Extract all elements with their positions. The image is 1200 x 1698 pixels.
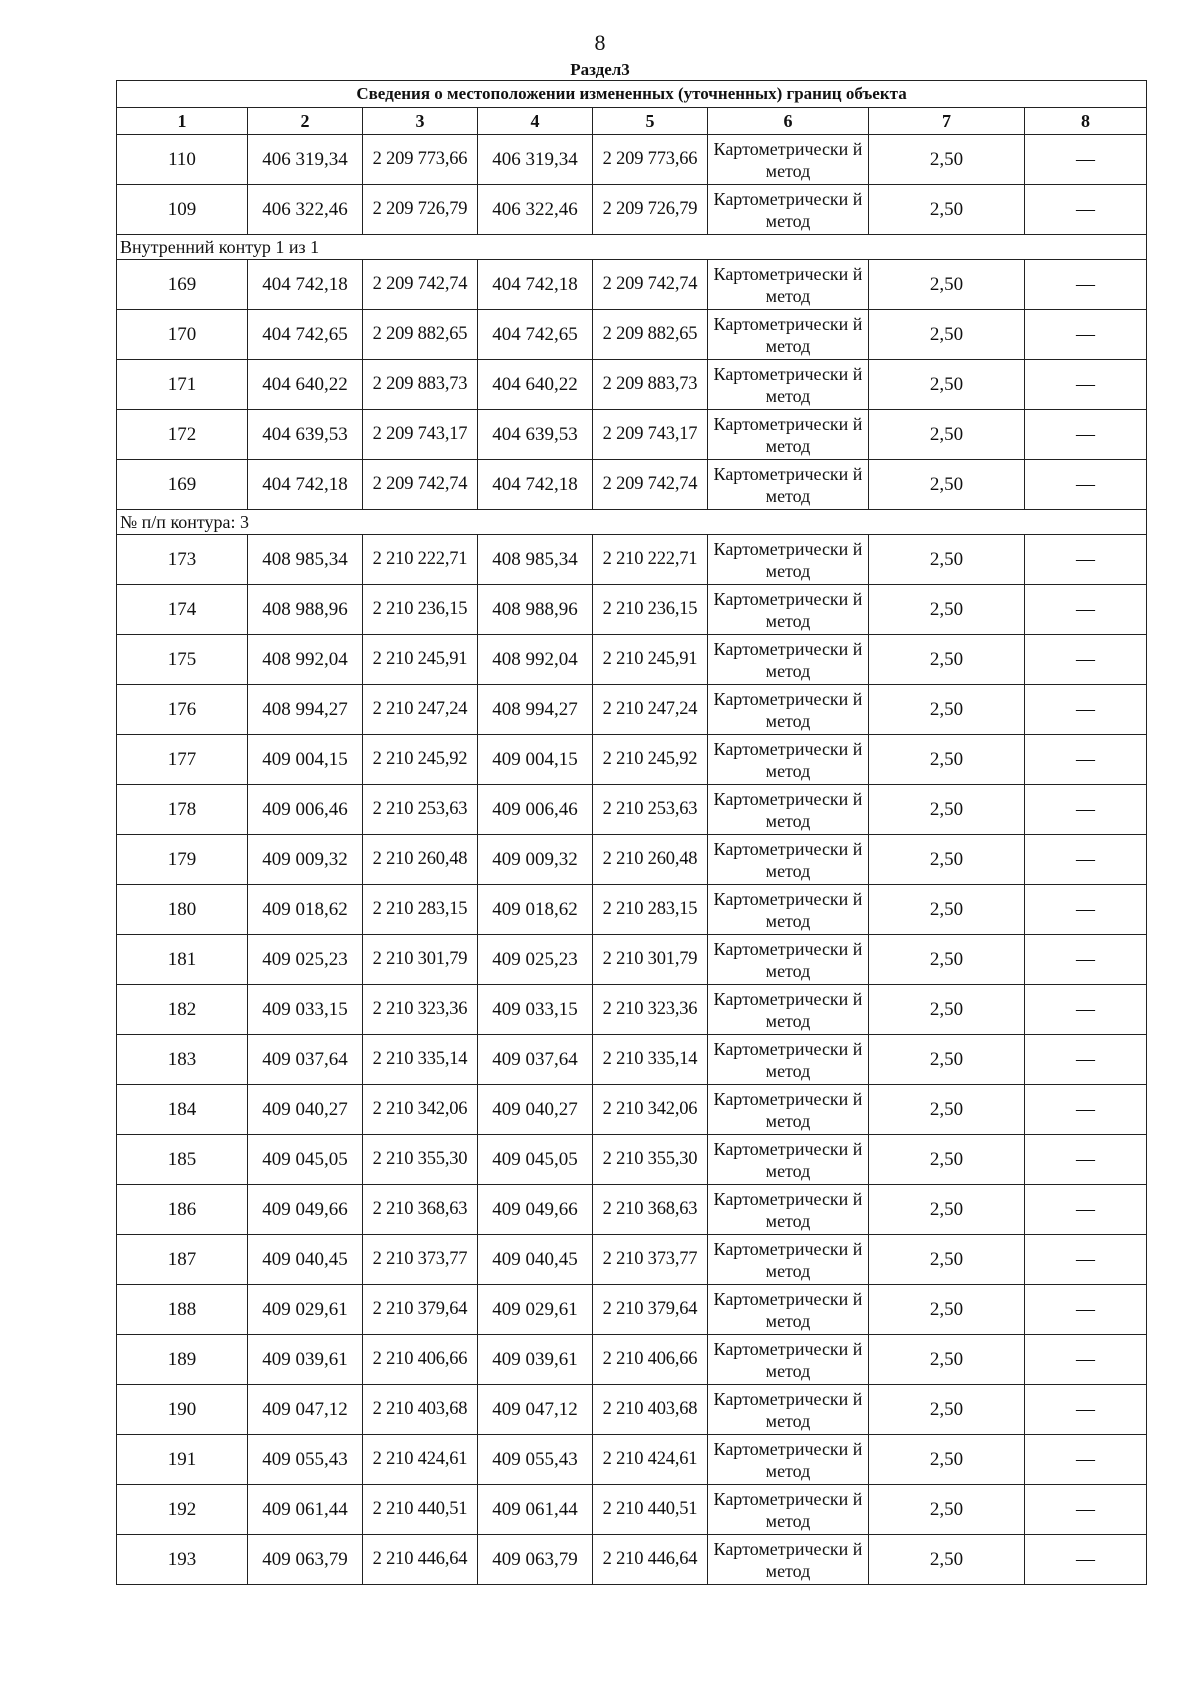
table-row	[117, 985, 1147, 1035]
method-cell: Картометрически й метод	[708, 1385, 869, 1435]
y-coordinate-cell: 2 210 446,64	[363, 1535, 478, 1585]
accuracy-cell: 2,50	[869, 585, 1025, 635]
method-cell: Картометрически й метод	[708, 585, 869, 635]
x-coordinate-cell: 409 037,64	[248, 1035, 363, 1085]
y-coordinate-cell: 2 210 342,06	[363, 1085, 478, 1135]
method-cell: Картометрически й метод	[708, 260, 869, 310]
method-cell: Картометрически й метод	[708, 885, 869, 935]
x-coordinate-cell: 409 025,23	[248, 935, 363, 985]
accuracy-cell: 2,50	[869, 185, 1025, 235]
boundary-coordinates-table	[116, 80, 1147, 1585]
x-coordinate-cell: 409 033,15	[478, 985, 593, 1035]
table-row	[117, 1385, 1147, 1435]
y-coordinate-cell: 2 209 742,74	[593, 260, 708, 310]
method-cell: Картометрически й метод	[708, 1285, 869, 1335]
column-header: 3	[363, 108, 478, 135]
method-cell: Картометрически й метод	[708, 685, 869, 735]
table-row	[117, 1035, 1147, 1085]
description-cell: —	[1025, 985, 1147, 1035]
point-number-cell: 180	[117, 885, 248, 935]
y-coordinate-cell: 2 209 882,65	[363, 310, 478, 360]
y-coordinate-cell: 2 209 773,66	[363, 135, 478, 185]
column-header: 8	[1025, 108, 1147, 135]
x-coordinate-cell: 409 009,32	[478, 835, 593, 885]
contour-group-label: № п/п контура: 3	[117, 510, 1147, 535]
point-number-cell: 109	[117, 185, 248, 235]
y-coordinate-cell: 2 210 406,66	[593, 1335, 708, 1385]
point-number-cell: 110	[117, 135, 248, 185]
method-cell: Картометрически й метод	[708, 185, 869, 235]
y-coordinate-cell: 2 210 323,36	[363, 985, 478, 1035]
accuracy-cell: 2,50	[869, 785, 1025, 835]
table-row	[117, 1235, 1147, 1285]
y-coordinate-cell: 2 210 247,24	[593, 685, 708, 735]
x-coordinate-cell: 409 033,15	[248, 985, 363, 1035]
x-coordinate-cell: 409 029,61	[248, 1285, 363, 1335]
x-coordinate-cell: 409 040,27	[478, 1085, 593, 1135]
x-coordinate-cell: 409 047,12	[478, 1385, 593, 1435]
y-coordinate-cell: 2 210 301,79	[363, 935, 478, 985]
method-cell: Картометрически й метод	[708, 460, 869, 510]
table-row	[117, 835, 1147, 885]
method-cell: Картометрически й метод	[708, 835, 869, 885]
y-coordinate-cell: 2 210 283,15	[363, 885, 478, 935]
x-coordinate-cell: 409 018,62	[248, 885, 363, 935]
y-coordinate-cell: 2 210 245,92	[363, 735, 478, 785]
y-coordinate-cell: 2 209 742,74	[363, 260, 478, 310]
contour-group-row	[117, 235, 1147, 260]
accuracy-cell: 2,50	[869, 985, 1025, 1035]
y-coordinate-cell: 2 210 222,71	[363, 535, 478, 585]
point-number-cell: 171	[117, 360, 248, 410]
y-coordinate-cell: 2 209 882,65	[593, 310, 708, 360]
accuracy-cell: 2,50	[869, 735, 1025, 785]
method-cell: Картометрически й метод	[708, 1335, 869, 1385]
accuracy-cell: 2,50	[869, 1435, 1025, 1485]
x-coordinate-cell: 409 045,05	[248, 1135, 363, 1185]
table-caption-row	[117, 81, 1147, 108]
y-coordinate-cell: 2 210 236,15	[363, 585, 478, 635]
y-coordinate-cell: 2 210 424,61	[363, 1435, 478, 1485]
method-cell: Картометрически й метод	[708, 360, 869, 410]
x-coordinate-cell: 409 018,62	[478, 885, 593, 935]
table-row	[117, 185, 1147, 235]
x-coordinate-cell: 404 640,22	[478, 360, 593, 410]
accuracy-cell: 2,50	[869, 1185, 1025, 1235]
point-number-cell: 192	[117, 1485, 248, 1535]
table-row	[117, 535, 1147, 585]
y-coordinate-cell: 2 210 245,91	[363, 635, 478, 685]
point-number-cell: 176	[117, 685, 248, 735]
table-row	[117, 635, 1147, 685]
table-row	[117, 1185, 1147, 1235]
description-cell: —	[1025, 1535, 1147, 1585]
accuracy-cell: 2,50	[869, 460, 1025, 510]
point-number-cell: 189	[117, 1335, 248, 1385]
x-coordinate-cell: 404 742,18	[478, 460, 593, 510]
point-number-cell: 186	[117, 1185, 248, 1235]
y-coordinate-cell: 2 210 245,91	[593, 635, 708, 685]
y-coordinate-cell: 2 210 379,64	[593, 1285, 708, 1335]
method-cell: Картометрически й метод	[708, 1185, 869, 1235]
method-cell: Картометрически й метод	[708, 1435, 869, 1485]
accuracy-cell: 2,50	[869, 360, 1025, 410]
x-coordinate-cell: 404 742,18	[248, 260, 363, 310]
method-cell: Картометрически й метод	[708, 135, 869, 185]
point-number-cell: 169	[117, 260, 248, 310]
description-cell: —	[1025, 1285, 1147, 1335]
y-coordinate-cell: 2 209 743,17	[593, 410, 708, 460]
y-coordinate-cell: 2 210 424,61	[593, 1435, 708, 1485]
x-coordinate-cell: 409 040,45	[478, 1235, 593, 1285]
method-cell: Картометрически й метод	[708, 1085, 869, 1135]
description-cell: —	[1025, 260, 1147, 310]
point-number-cell: 181	[117, 935, 248, 985]
x-coordinate-cell: 409 037,64	[478, 1035, 593, 1085]
y-coordinate-cell: 2 210 335,14	[593, 1035, 708, 1085]
description-cell: —	[1025, 135, 1147, 185]
x-coordinate-cell: 404 639,53	[248, 410, 363, 460]
accuracy-cell: 2,50	[869, 1535, 1025, 1585]
point-number-cell: 191	[117, 1435, 248, 1485]
x-coordinate-cell: 409 004,15	[248, 735, 363, 785]
x-coordinate-cell: 404 742,65	[248, 310, 363, 360]
table-row	[117, 585, 1147, 635]
description-cell: —	[1025, 1185, 1147, 1235]
x-coordinate-cell: 409 039,61	[248, 1335, 363, 1385]
y-coordinate-cell: 2 210 373,77	[363, 1235, 478, 1285]
y-coordinate-cell: 2 209 742,74	[363, 460, 478, 510]
point-number-cell: 183	[117, 1035, 248, 1085]
x-coordinate-cell: 409 006,46	[478, 785, 593, 835]
y-coordinate-cell: 2 210 379,64	[363, 1285, 478, 1335]
y-coordinate-cell: 2 210 253,63	[593, 785, 708, 835]
y-coordinate-cell: 2 210 368,63	[593, 1185, 708, 1235]
point-number-cell: 185	[117, 1135, 248, 1185]
y-coordinate-cell: 2 210 406,66	[363, 1335, 478, 1385]
x-coordinate-cell: 409 061,44	[478, 1485, 593, 1535]
table-row	[117, 1485, 1147, 1535]
y-coordinate-cell: 2 210 342,06	[593, 1085, 708, 1135]
table-row	[117, 1135, 1147, 1185]
x-coordinate-cell: 409 039,61	[478, 1335, 593, 1385]
y-coordinate-cell: 2 210 355,30	[363, 1135, 478, 1185]
accuracy-cell: 2,50	[869, 885, 1025, 935]
point-number-cell: 169	[117, 460, 248, 510]
x-coordinate-cell: 409 006,46	[248, 785, 363, 835]
column-header: 1	[117, 108, 248, 135]
description-cell: —	[1025, 1235, 1147, 1285]
x-coordinate-cell: 404 742,18	[248, 460, 363, 510]
method-cell: Картометрически й метод	[708, 535, 869, 585]
method-cell: Картометрически й метод	[708, 735, 869, 785]
accuracy-cell: 2,50	[869, 685, 1025, 735]
description-cell: —	[1025, 535, 1147, 585]
description-cell: —	[1025, 1485, 1147, 1535]
x-coordinate-cell: 406 322,46	[248, 185, 363, 235]
x-coordinate-cell: 404 639,53	[478, 410, 593, 460]
method-cell: Картометрически й метод	[708, 935, 869, 985]
accuracy-cell: 2,50	[869, 1135, 1025, 1185]
table-row	[117, 1535, 1147, 1585]
table-row	[117, 735, 1147, 785]
description-cell: —	[1025, 735, 1147, 785]
column-header: 4	[478, 108, 593, 135]
y-coordinate-cell: 2 209 742,74	[593, 460, 708, 510]
y-coordinate-cell: 2 209 726,79	[363, 185, 478, 235]
column-header: 5	[593, 108, 708, 135]
method-cell: Картометрически й метод	[708, 985, 869, 1035]
method-cell: Картометрически й метод	[708, 1135, 869, 1185]
y-coordinate-cell: 2 210 247,24	[363, 685, 478, 735]
point-number-cell: 172	[117, 410, 248, 460]
y-coordinate-cell: 2 210 253,63	[363, 785, 478, 835]
table-row	[117, 460, 1147, 510]
y-coordinate-cell: 2 210 260,48	[593, 835, 708, 885]
table-row	[117, 885, 1147, 935]
description-cell: —	[1025, 1085, 1147, 1135]
description-cell: —	[1025, 360, 1147, 410]
y-coordinate-cell: 2 210 403,68	[593, 1385, 708, 1435]
accuracy-cell: 2,50	[869, 1485, 1025, 1535]
table-row	[117, 785, 1147, 835]
point-number-cell: 193	[117, 1535, 248, 1585]
contour-group-label: Внутренний контур 1 из 1	[117, 235, 1147, 260]
x-coordinate-cell: 409 004,15	[478, 735, 593, 785]
x-coordinate-cell: 406 322,46	[478, 185, 593, 235]
table-caption: Сведения о местоположении измененных (уточненных) границ объекта	[117, 81, 1147, 108]
description-cell: —	[1025, 1135, 1147, 1185]
x-coordinate-cell: 404 742,65	[478, 310, 593, 360]
point-number-cell: 182	[117, 985, 248, 1035]
y-coordinate-cell: 2 210 222,71	[593, 535, 708, 585]
y-coordinate-cell: 2 210 335,14	[363, 1035, 478, 1085]
description-cell: —	[1025, 460, 1147, 510]
accuracy-cell: 2,50	[869, 935, 1025, 985]
table-row	[117, 360, 1147, 410]
method-cell: Картометрически й метод	[708, 1535, 869, 1585]
x-coordinate-cell: 408 992,04	[478, 635, 593, 685]
accuracy-cell: 2,50	[869, 1385, 1025, 1435]
method-cell: Картометрически й метод	[708, 410, 869, 460]
y-coordinate-cell: 2 210 440,51	[363, 1485, 478, 1535]
table-row	[117, 310, 1147, 360]
description-cell: —	[1025, 635, 1147, 685]
description-cell: —	[1025, 1435, 1147, 1485]
point-number-cell: 187	[117, 1235, 248, 1285]
point-number-cell: 174	[117, 585, 248, 635]
description-cell: —	[1025, 1385, 1147, 1435]
point-number-cell: 179	[117, 835, 248, 885]
method-cell: Картометрически й метод	[708, 635, 869, 685]
description-cell: —	[1025, 585, 1147, 635]
accuracy-cell: 2,50	[869, 1285, 1025, 1335]
y-coordinate-cell: 2 210 301,79	[593, 935, 708, 985]
x-coordinate-cell: 409 055,43	[478, 1435, 593, 1485]
point-number-cell: 178	[117, 785, 248, 835]
method-cell: Картометрически й метод	[708, 1485, 869, 1535]
point-number-cell: 170	[117, 310, 248, 360]
description-cell: —	[1025, 935, 1147, 985]
y-coordinate-cell: 2 209 743,17	[363, 410, 478, 460]
x-coordinate-cell: 408 992,04	[248, 635, 363, 685]
accuracy-cell: 2,50	[869, 1235, 1025, 1285]
description-cell: —	[1025, 1335, 1147, 1385]
y-coordinate-cell: 2 210 283,15	[593, 885, 708, 935]
x-coordinate-cell: 409 049,66	[478, 1185, 593, 1235]
accuracy-cell: 2,50	[869, 835, 1025, 885]
description-cell: —	[1025, 1035, 1147, 1085]
point-number-cell: 184	[117, 1085, 248, 1135]
accuracy-cell: 2,50	[869, 635, 1025, 685]
y-coordinate-cell: 2 210 368,63	[363, 1185, 478, 1235]
table-body	[117, 135, 1147, 1585]
description-cell: —	[1025, 785, 1147, 835]
x-coordinate-cell: 409 040,27	[248, 1085, 363, 1135]
y-coordinate-cell: 2 210 260,48	[363, 835, 478, 885]
x-coordinate-cell: 408 994,27	[478, 685, 593, 735]
table-row	[117, 410, 1147, 460]
x-coordinate-cell: 408 988,96	[248, 585, 363, 635]
point-number-cell: 177	[117, 735, 248, 785]
table-row	[117, 1335, 1147, 1385]
x-coordinate-cell: 404 742,18	[478, 260, 593, 310]
method-cell: Картометрически й метод	[708, 785, 869, 835]
page-number: 8	[594, 30, 606, 55]
accuracy-cell: 2,50	[869, 1335, 1025, 1385]
y-coordinate-cell: 2 210 403,68	[363, 1385, 478, 1435]
y-coordinate-cell: 2 209 773,66	[593, 135, 708, 185]
table-row	[117, 135, 1147, 185]
column-header: 6	[708, 108, 869, 135]
y-coordinate-cell: 2 209 883,73	[593, 360, 708, 410]
x-coordinate-cell: 404 640,22	[248, 360, 363, 410]
y-coordinate-cell: 2 209 883,73	[363, 360, 478, 410]
description-cell: —	[1025, 835, 1147, 885]
y-coordinate-cell: 2 210 245,92	[593, 735, 708, 785]
x-coordinate-cell: 409 029,61	[478, 1285, 593, 1335]
y-coordinate-cell: 2 210 236,15	[593, 585, 708, 635]
accuracy-cell: 2,50	[869, 410, 1025, 460]
x-coordinate-cell: 409 009,32	[248, 835, 363, 885]
x-coordinate-cell: 409 049,66	[248, 1185, 363, 1235]
x-coordinate-cell: 406 319,34	[248, 135, 363, 185]
x-coordinate-cell: 409 063,79	[478, 1535, 593, 1585]
point-number-cell: 190	[117, 1385, 248, 1435]
y-coordinate-cell: 2 210 373,77	[593, 1235, 708, 1285]
table-row	[117, 685, 1147, 735]
table-row	[117, 1435, 1147, 1485]
accuracy-cell: 2,50	[869, 310, 1025, 360]
point-number-cell: 175	[117, 635, 248, 685]
y-coordinate-cell: 2 210 440,51	[593, 1485, 708, 1535]
table-row	[117, 1085, 1147, 1135]
table-row	[117, 260, 1147, 310]
y-coordinate-cell: 2 210 355,30	[593, 1135, 708, 1185]
description-cell: —	[1025, 685, 1147, 735]
point-number-cell: 173	[117, 535, 248, 585]
x-coordinate-cell: 409 045,05	[478, 1135, 593, 1185]
x-coordinate-cell: 408 985,34	[248, 535, 363, 585]
column-header: 2	[248, 108, 363, 135]
x-coordinate-cell: 409 047,12	[248, 1385, 363, 1435]
method-cell: Картометрически й метод	[708, 1035, 869, 1085]
column-header: 7	[869, 108, 1025, 135]
description-cell: —	[1025, 885, 1147, 935]
x-coordinate-cell: 409 055,43	[248, 1435, 363, 1485]
accuracy-cell: 2,50	[869, 260, 1025, 310]
contour-group-row	[117, 510, 1147, 535]
x-coordinate-cell: 409 061,44	[248, 1485, 363, 1535]
method-cell: Картометрически й метод	[708, 1235, 869, 1285]
y-coordinate-cell: 2 209 726,79	[593, 185, 708, 235]
x-coordinate-cell: 409 063,79	[248, 1535, 363, 1585]
y-coordinate-cell: 2 210 446,64	[593, 1535, 708, 1585]
x-coordinate-cell: 408 994,27	[248, 685, 363, 735]
description-cell: —	[1025, 185, 1147, 235]
accuracy-cell: 2,50	[869, 535, 1025, 585]
table-row	[117, 1285, 1147, 1335]
accuracy-cell: 2,50	[869, 1035, 1025, 1085]
x-coordinate-cell: 406 319,34	[478, 135, 593, 185]
accuracy-cell: 2,50	[869, 135, 1025, 185]
table-row	[117, 935, 1147, 985]
accuracy-cell: 2,50	[869, 1085, 1025, 1135]
description-cell: —	[1025, 410, 1147, 460]
x-coordinate-cell: 409 040,45	[248, 1235, 363, 1285]
method-cell: Картометрически й метод	[708, 310, 869, 360]
table-header-row	[117, 108, 1147, 135]
x-coordinate-cell: 409 025,23	[478, 935, 593, 985]
description-cell: —	[1025, 310, 1147, 360]
x-coordinate-cell: 408 985,34	[478, 535, 593, 585]
section-title: Раздел3	[570, 60, 630, 79]
y-coordinate-cell: 2 210 323,36	[593, 985, 708, 1035]
x-coordinate-cell: 408 988,96	[478, 585, 593, 635]
point-number-cell: 188	[117, 1285, 248, 1335]
